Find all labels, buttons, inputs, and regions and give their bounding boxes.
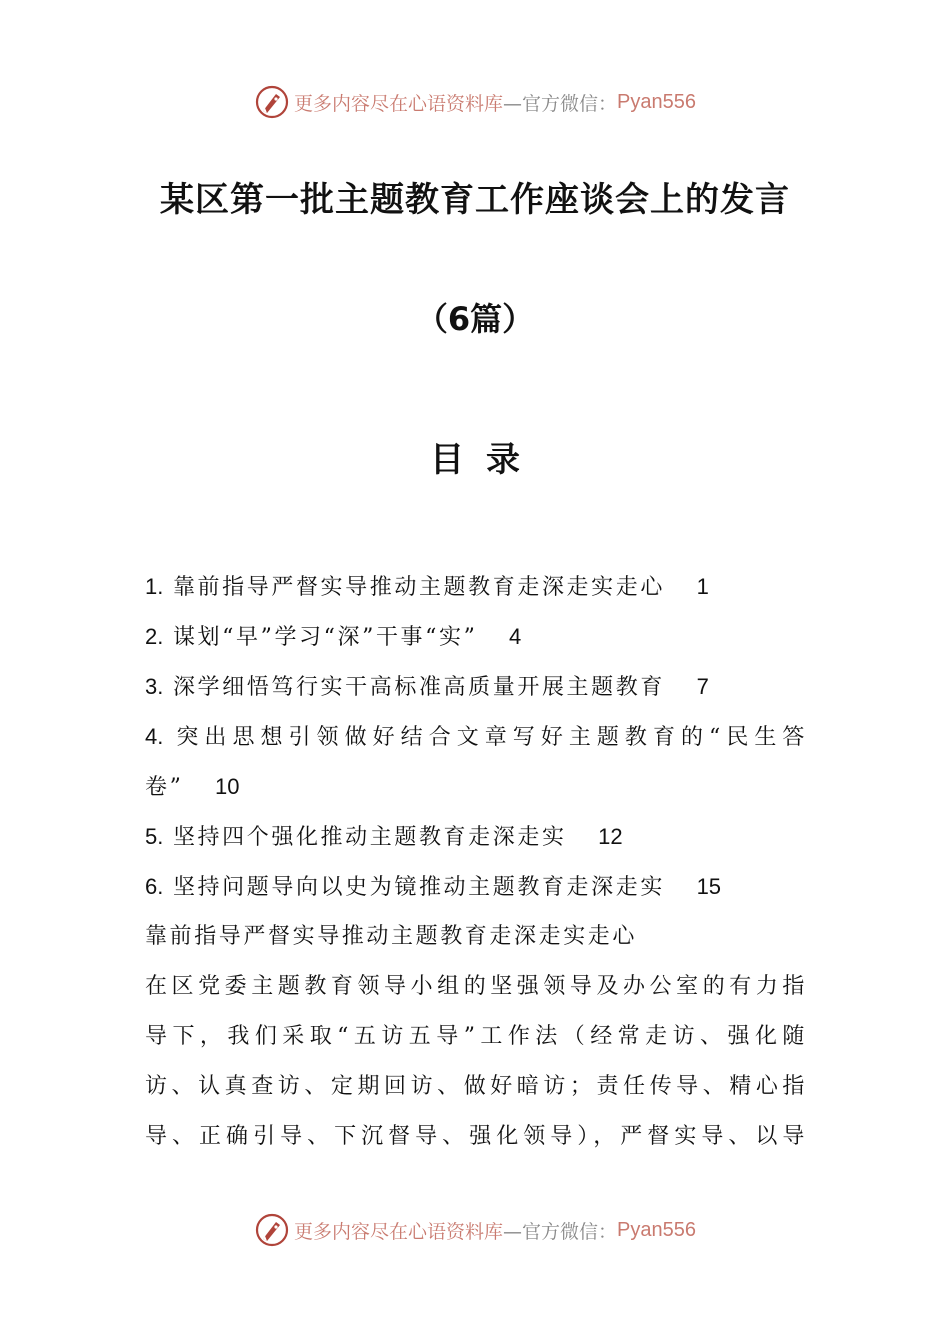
paragraph-line: 导、正确引导、下沉督导、强化领导），严督实导、以导 <box>145 1124 807 1149</box>
toc-heading: 目录 <box>430 440 542 480</box>
watermark-header <box>0 82 950 122</box>
watermark-wechat-id: Pyan556 <box>617 90 696 113</box>
toc-item-title-continued: 卷” <box>145 775 184 800</box>
watermark-separator: —官方微信： <box>503 1220 618 1243</box>
toc-item[interactable] <box>145 562 807 612</box>
toc-item[interactable] <box>145 812 807 862</box>
toc-item[interactable] <box>145 862 807 912</box>
watermark-text: 更多内容尽在心语资料库 <box>294 1220 504 1243</box>
toc-item-page: 10 <box>215 774 240 799</box>
watermark-wechat-id: Pyan556 <box>617 1218 696 1241</box>
toc-item-number: 2. <box>145 624 164 649</box>
pen-nib-logo-icon <box>254 84 290 120</box>
toc-item-title: 靠前指导严督实导推动主题教育走深走实走心 <box>172 575 665 600</box>
toc-item-number: 5. <box>145 824 164 849</box>
paragraph-line: 访、认真查访、定期回访、做好暗访；责任传导、精心指 <box>145 1074 807 1099</box>
toc-item-number: 1. <box>145 574 164 599</box>
toc-item-title: 突出思想引领做好结合文章写好主题教育的“民生答 <box>176 725 807 750</box>
toc-item-title: 谋划“早”学习“深”干事“实” <box>172 625 478 650</box>
toc-item-title: 坚持问题导向以史为镜推动主题教育走深走实 <box>172 875 665 900</box>
toc-item-page: 4 <box>509 624 522 649</box>
toc-item-page: 12 <box>598 824 623 849</box>
document-subtitle: （6篇） <box>415 300 535 338</box>
toc-item-title: 坚持四个强化推动主题教育走深走实 <box>172 825 567 850</box>
document-title: 某区第一批主题教育工作座谈会上的发言 <box>160 180 790 220</box>
document-body <box>145 562 807 1162</box>
paragraph-line: 在区党委主题教育领导小组的坚强领导及办公室的有力指 <box>145 974 807 999</box>
section-title: 靠前指导严督实导推动主题教育走深走实走心 <box>145 924 638 949</box>
toc-item-page: 1 <box>696 574 709 599</box>
toc-item-page: 15 <box>696 874 722 899</box>
toc-item-number: 6. <box>145 874 164 899</box>
toc-item-continuation[interactable] <box>145 762 807 812</box>
toc-item[interactable] <box>145 662 807 712</box>
pen-nib-logo-icon <box>254 1212 290 1248</box>
toc-item[interactable] <box>145 612 807 662</box>
watermark-footer <box>0 1210 950 1250</box>
toc-item-number: 3. <box>145 674 164 699</box>
watermark-text: 更多内容尽在心语资料库 <box>294 92 504 115</box>
toc-item-page: 7 <box>696 674 709 699</box>
toc-item-number: 4. <box>145 724 164 749</box>
paragraph-line: 导下，我们采取“五访五导”工作法（经常走访、强化随 <box>145 1024 807 1049</box>
toc-item[interactable] <box>145 712 807 762</box>
watermark-separator: —官方微信： <box>503 92 618 115</box>
toc-item-title: 深学细悟笃行实干高标准高质量开展主题教育 <box>172 675 665 700</box>
